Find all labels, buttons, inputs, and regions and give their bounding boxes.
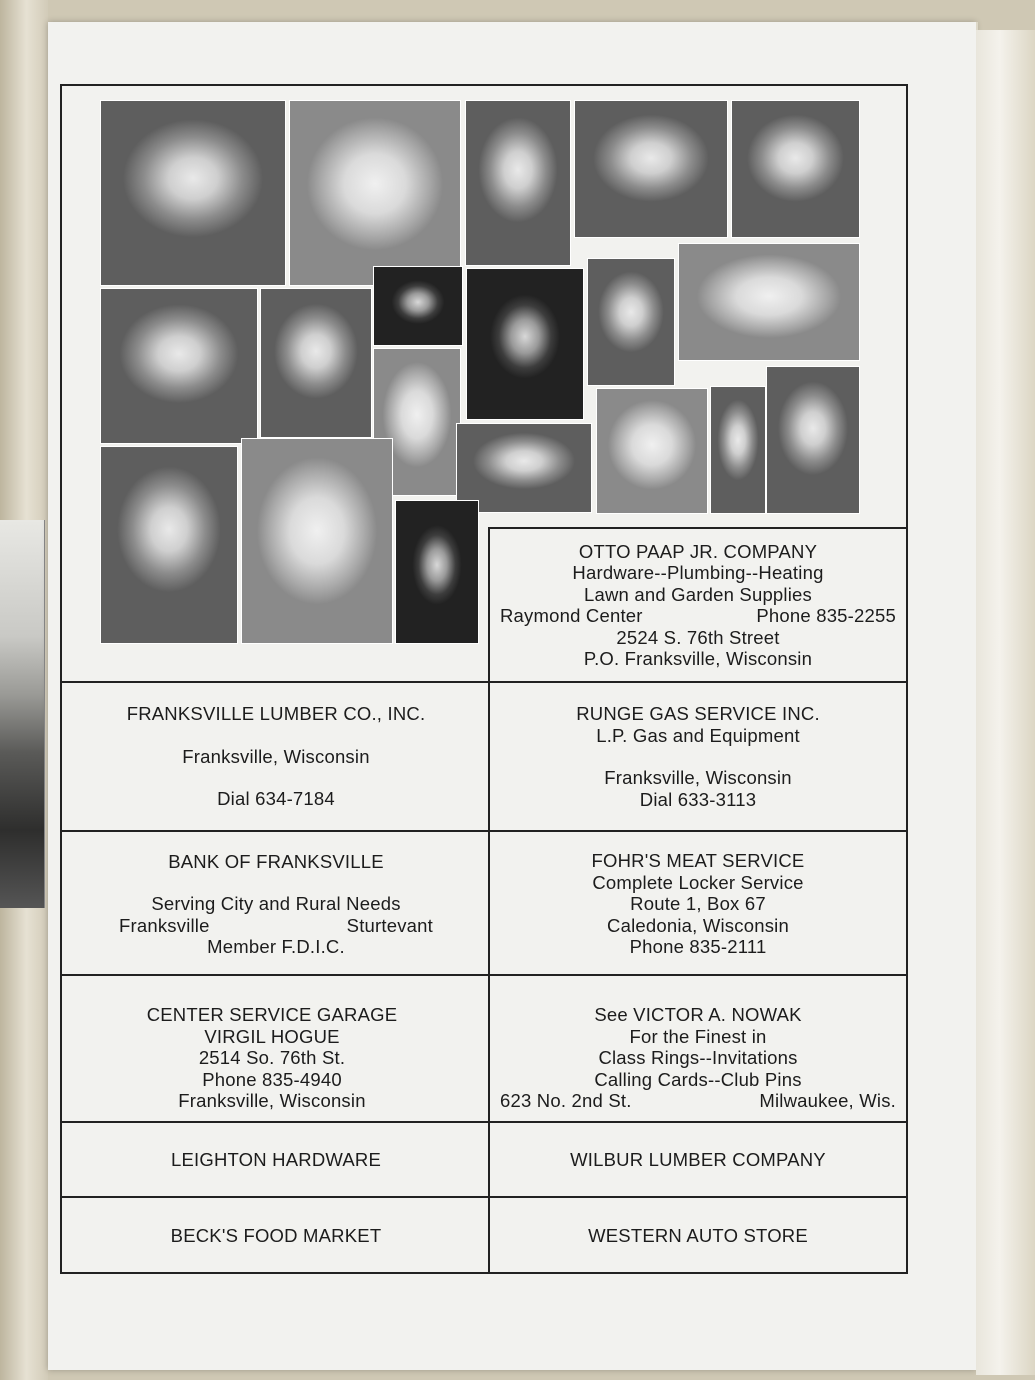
ad-city: Milwaukee, Wis. <box>759 1090 896 1111</box>
ad-otto-paap <box>500 532 896 678</box>
ad-fohrs-meat <box>490 834 906 974</box>
ad-line: For the Finest in <box>629 1025 767 1047</box>
ad-dial: Dial 633-3113 <box>639 788 757 810</box>
ad-po: P.O. Franksville, Wisconsin <box>583 648 813 669</box>
ad-name: FRANKSVILLE LUMBER CO., INC. <box>126 703 426 725</box>
ad-name: CENTER SERVICE GARAGE <box>146 1004 398 1025</box>
ad-phone: Phone 835-2111 <box>629 936 767 958</box>
ad-street: 2514 So. 76th St. <box>198 1047 346 1068</box>
ad-city: Franksville, Wisconsin <box>178 1090 366 1111</box>
ad-row <box>500 1090 896 1112</box>
ad-bank-of-franksville <box>64 834 488 974</box>
ad-name: WILBUR LUMBER COMPANY <box>570 1148 826 1170</box>
facing-page-photo <box>0 520 45 908</box>
ad-western-auto <box>490 1198 906 1274</box>
ad-name: See VICTOR A. NOWAK <box>594 1004 802 1025</box>
divider <box>62 830 908 832</box>
ad-city: Caledonia, Wisconsin <box>607 914 789 936</box>
ad-name: WESTERN AUTO STORE <box>588 1225 808 1247</box>
ad-city: Franksville, Wisconsin <box>604 767 792 788</box>
ad-name: BANK OF FRANKSVILLE <box>168 850 384 872</box>
ad-member: Member F.D.I.C. <box>207 936 345 957</box>
ad-place: Raymond Center <box>500 605 643 626</box>
ad-location: Franksville <box>119 914 210 936</box>
ad-dial: Dial 634-7184 <box>217 788 335 810</box>
ad-owner: VIRGIL HOGUE <box>204 1025 340 1047</box>
ad-line: Class Rings--Invitations <box>598 1047 798 1068</box>
ad-phone: Phone 835-2255 <box>756 605 896 626</box>
page-edge <box>976 30 1035 1375</box>
ad-line: L.P. Gas and Equipment <box>596 724 800 746</box>
ad-name: FOHR'S MEAT SERVICE <box>591 850 805 872</box>
ad-center-service-garage <box>64 1004 480 1120</box>
ad-victor-nowak <box>500 1004 896 1120</box>
divider <box>62 974 908 976</box>
divider <box>488 527 908 529</box>
ad-line: Calling Cards--Club Pins <box>594 1068 802 1090</box>
ad-row <box>500 605 896 627</box>
ad-line: Complete Locker Service <box>592 871 804 893</box>
ad-wilbur-lumber <box>490 1123 906 1196</box>
ad-line: Hardware--Plumbing--Heating <box>572 562 824 583</box>
ad-street: 2524 S. 76th Street <box>616 626 780 648</box>
ad-city: Franksville, Wisconsin <box>182 745 370 767</box>
ad-franksville-lumber <box>64 683 488 830</box>
ad-leighton-hardware <box>64 1123 488 1196</box>
ad-name: BECK'S FOOD MARKET <box>170 1225 382 1247</box>
ad-street: 623 No. 2nd St. <box>500 1090 632 1111</box>
ad-name: RUNGE GAS SERVICE INC. <box>576 703 820 724</box>
ad-row <box>119 915 433 937</box>
ad-line: Route 1, Box 67 <box>630 893 766 915</box>
ad-line: Serving City and Rural Needs <box>151 893 401 914</box>
ad-location: Sturtevant <box>346 914 433 936</box>
ad-name: LEIGHTON HARDWARE <box>170 1148 381 1170</box>
ad-becks-food-market <box>64 1198 488 1274</box>
ad-runge-gas <box>490 683 906 830</box>
ad-line: Lawn and Garden Supplies <box>584 583 812 605</box>
ad-phone: Phone 835-4940 <box>202 1068 342 1090</box>
ad-name: OTTO PAAP JR. COMPANY <box>578 540 818 562</box>
